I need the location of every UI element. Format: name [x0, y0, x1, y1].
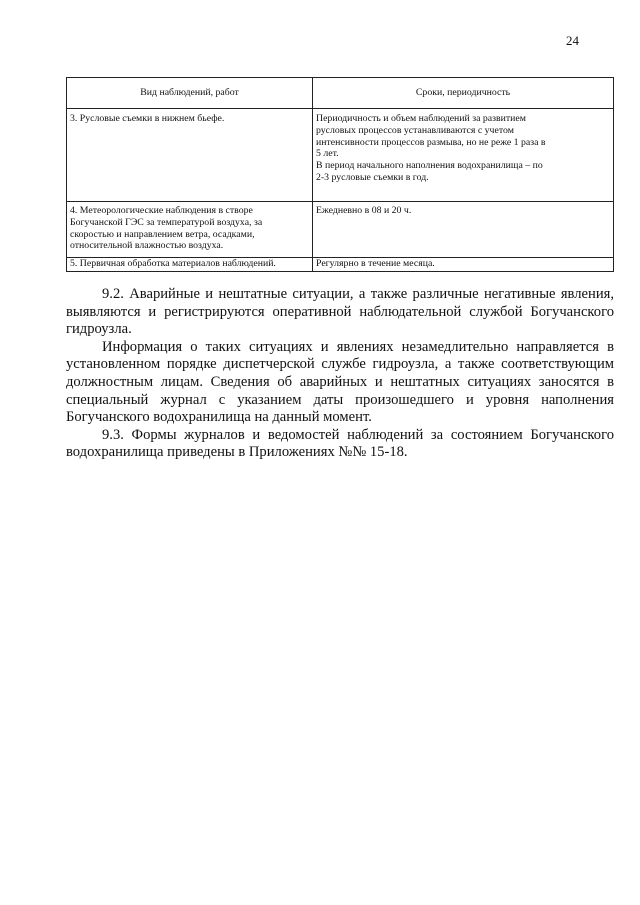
body-text — [66, 286, 614, 462]
paragraph-information: Информация о таких ситуациях и явлениях незамедлительно направляется в установленном порядке диспетчерской службе гидроузла, а также соответствующим должностным лицам. Сведения об аварийных и нештатных ситуациях заносятся в специальный журнал с указанием даты произошедшего и уровня наполнения Богучанского водохранилища на данный момент. — [66, 338, 614, 426]
cell-period: Регулярно в течение месяца. — [313, 258, 614, 272]
cell-observation-type: 3. Русловые съемки в нижнем бьефе. — [67, 109, 313, 202]
cell-period: Ежедневно в 08 и 20 ч. — [313, 202, 614, 258]
cell-observation-type: 5. Первичная обработка материалов наблюдений. — [67, 258, 313, 272]
observations-table — [66, 77, 614, 272]
header-period: Сроки, периодичность — [313, 78, 614, 109]
header-observation-type: Вид наблюдений, работ — [67, 78, 313, 109]
cell-period: Периодичность и объем наблюдений за развитием русловых процессов устанавливаются с учетом интенсивности процессов размыва, но не реже 1 раза в 5 лет. В период начального наполнения водохранилища – по 2-3 русловые съемки в год. — [313, 109, 614, 202]
table-header-row — [67, 78, 614, 109]
table-row — [67, 109, 614, 202]
cell-observation-type: 4. Метеорологические наблюдения в створе Богучанской ГЭС за температурой воздуха, за скоростью и направлением ветра, осадками, относительной влажностью воздуха. — [67, 202, 313, 258]
paragraph-9-3: 9.3. Формы журналов и ведомостей наблюдений за состоянием Богучанского водохранилища приведены в Приложениях №№ 15-18. — [66, 426, 614, 461]
table-row — [67, 258, 614, 272]
paragraph-9-2: 9.2. Аварийные и нештатные ситуации, а также различные негативные явления, выявляются и регистрируются оперативной наблюдательной службой Богучанского гидроузла. — [66, 286, 614, 338]
table-row — [67, 202, 614, 258]
page-number: 24 — [566, 33, 579, 48]
